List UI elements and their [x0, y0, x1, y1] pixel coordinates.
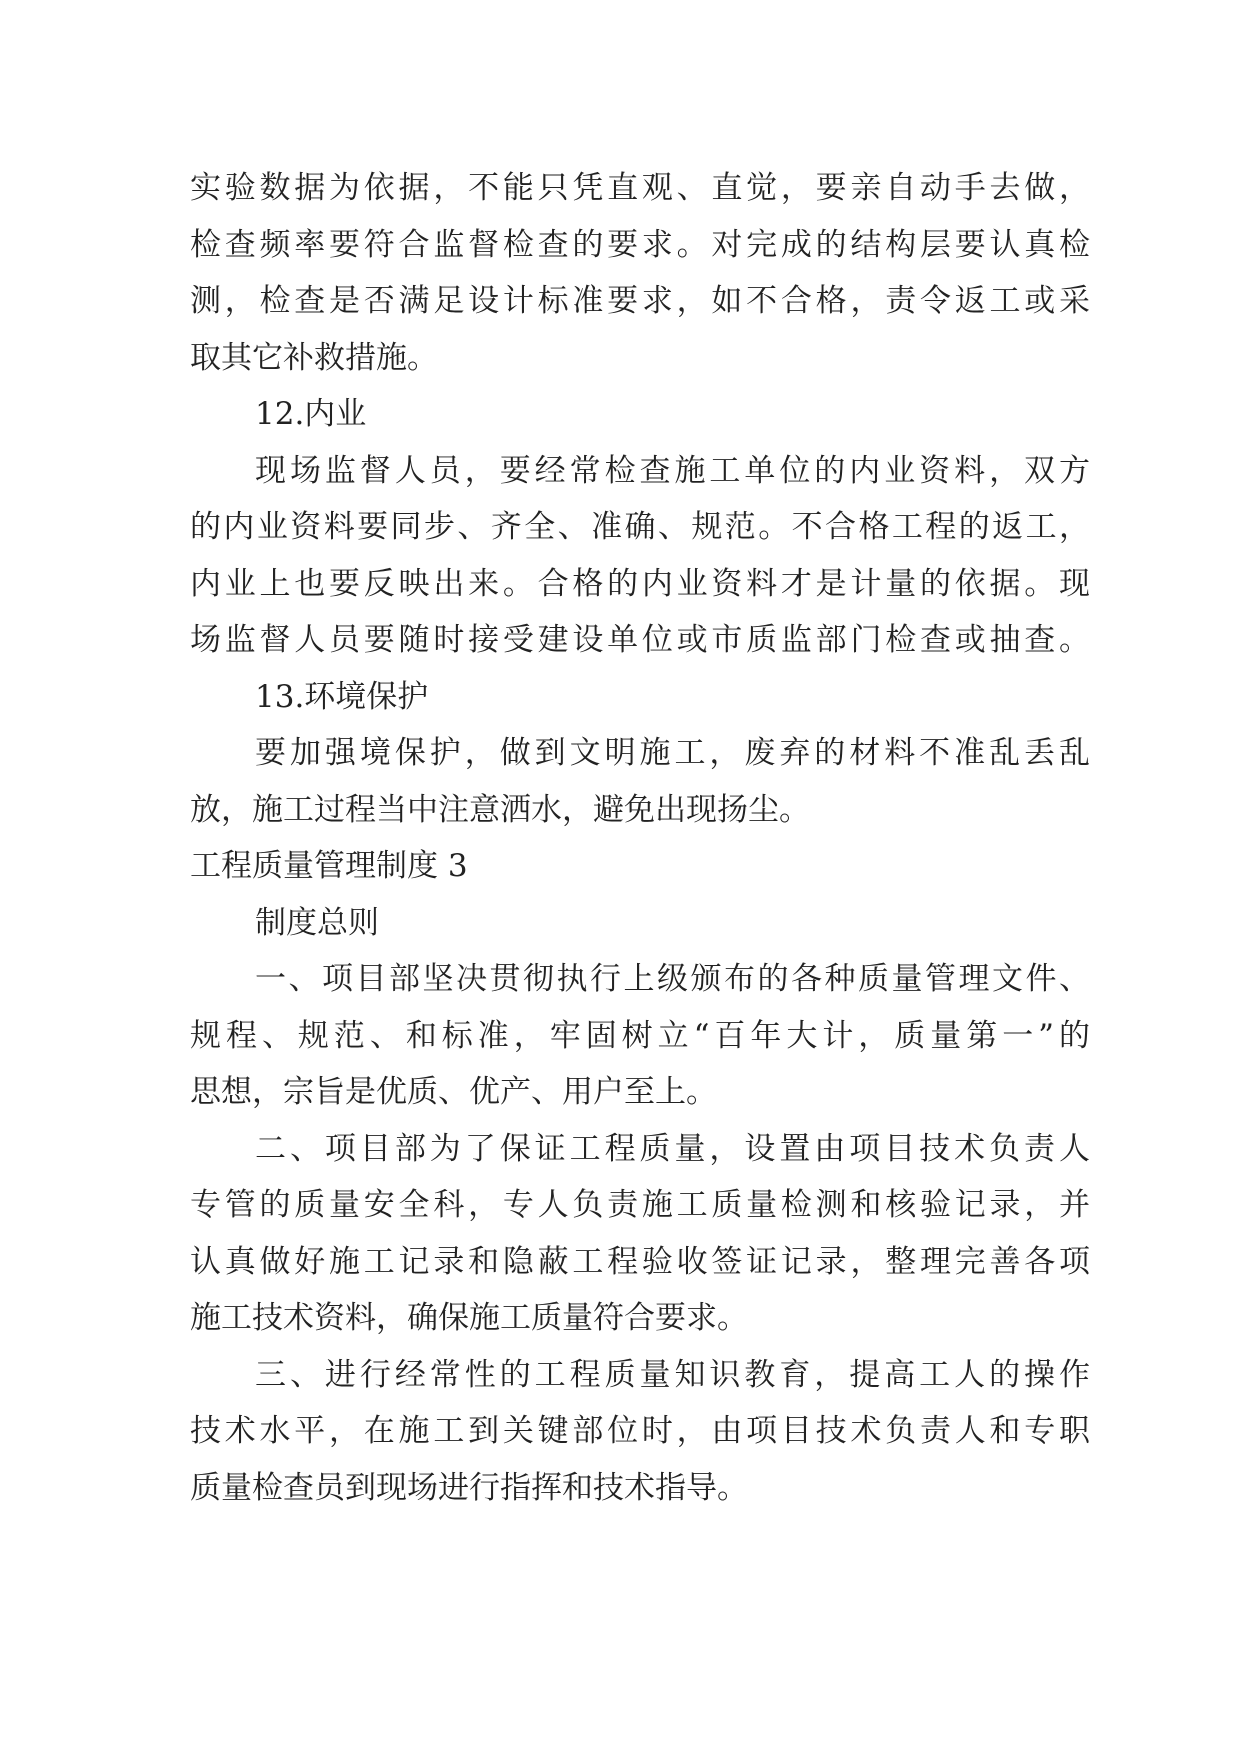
paragraph-line: 场监督人员要随时接受建设单位或市质监部门检查或抽查。 [190, 622, 1090, 658]
paragraph-line: 二、项目部为了保证工程质量，设置由项目技术负责人 [255, 1131, 1090, 1167]
section-heading: 12.内业 [255, 396, 367, 432]
paragraph-line: 一、项目部坚决贯彻执行上级颁布的各种质量管理文件、 [255, 961, 1090, 997]
paragraph-line: 专管的质量安全科，专人负责施工质量检测和核验记录，并 [190, 1187, 1090, 1223]
paragraph-line: 放，施工过程当中注意洒水，避免出现扬尘。 [190, 792, 810, 828]
paragraph-line: 内业上也要反映出来。合格的内业资料才是计量的依据。现 [190, 566, 1090, 602]
section-heading: 制度总则 [255, 905, 379, 941]
paragraph-line: 认真做好施工记录和隐蔽工程验收签证记录，整理完善各项 [190, 1244, 1090, 1280]
document-title: 工程质量管理制度 3 [190, 848, 468, 884]
paragraph-line: 思想，宗旨是优质、优产、用户至上。 [190, 1074, 717, 1110]
section-heading: 13.环境保护 [255, 679, 429, 715]
paragraph-line: 三、进行经常性的工程质量知识教育，提高工人的操作 [255, 1357, 1090, 1393]
paragraph-line: 测，检查是否满足设计标准要求，如不合格，责令返工或采 [190, 283, 1090, 319]
paragraph-line: 现场监督人员，要经常检查施工单位的内业资料，双方 [255, 453, 1090, 489]
paragraph-line: 取其它补救措施。 [190, 340, 438, 376]
paragraph-line: 实验数据为依据，不能只凭直观、直觉，要亲自动手去做， [190, 170, 1090, 206]
paragraph-line: 的内业资料要同步、齐全、准确、规范。不合格工程的返工， [190, 509, 1090, 545]
paragraph-line: 规程、规范、和标准，牢固树立“百年大计，质量第一”的 [190, 1018, 1090, 1054]
paragraph-line: 施工技术资料，确保施工质量符合要求。 [190, 1300, 748, 1336]
paragraph-line: 要加强境保护，做到文明施工，废弃的材料不准乱丢乱 [255, 735, 1090, 771]
paragraph-line: 检查频率要符合监督检查的要求。对完成的结构层要认真检 [190, 227, 1090, 263]
paragraph-line: 技术水平，在施工到关键部位时，由项目技术负责人和专职 [190, 1413, 1090, 1449]
paragraph-line: 质量检查员到现场进行指挥和技术指导。 [190, 1470, 748, 1506]
